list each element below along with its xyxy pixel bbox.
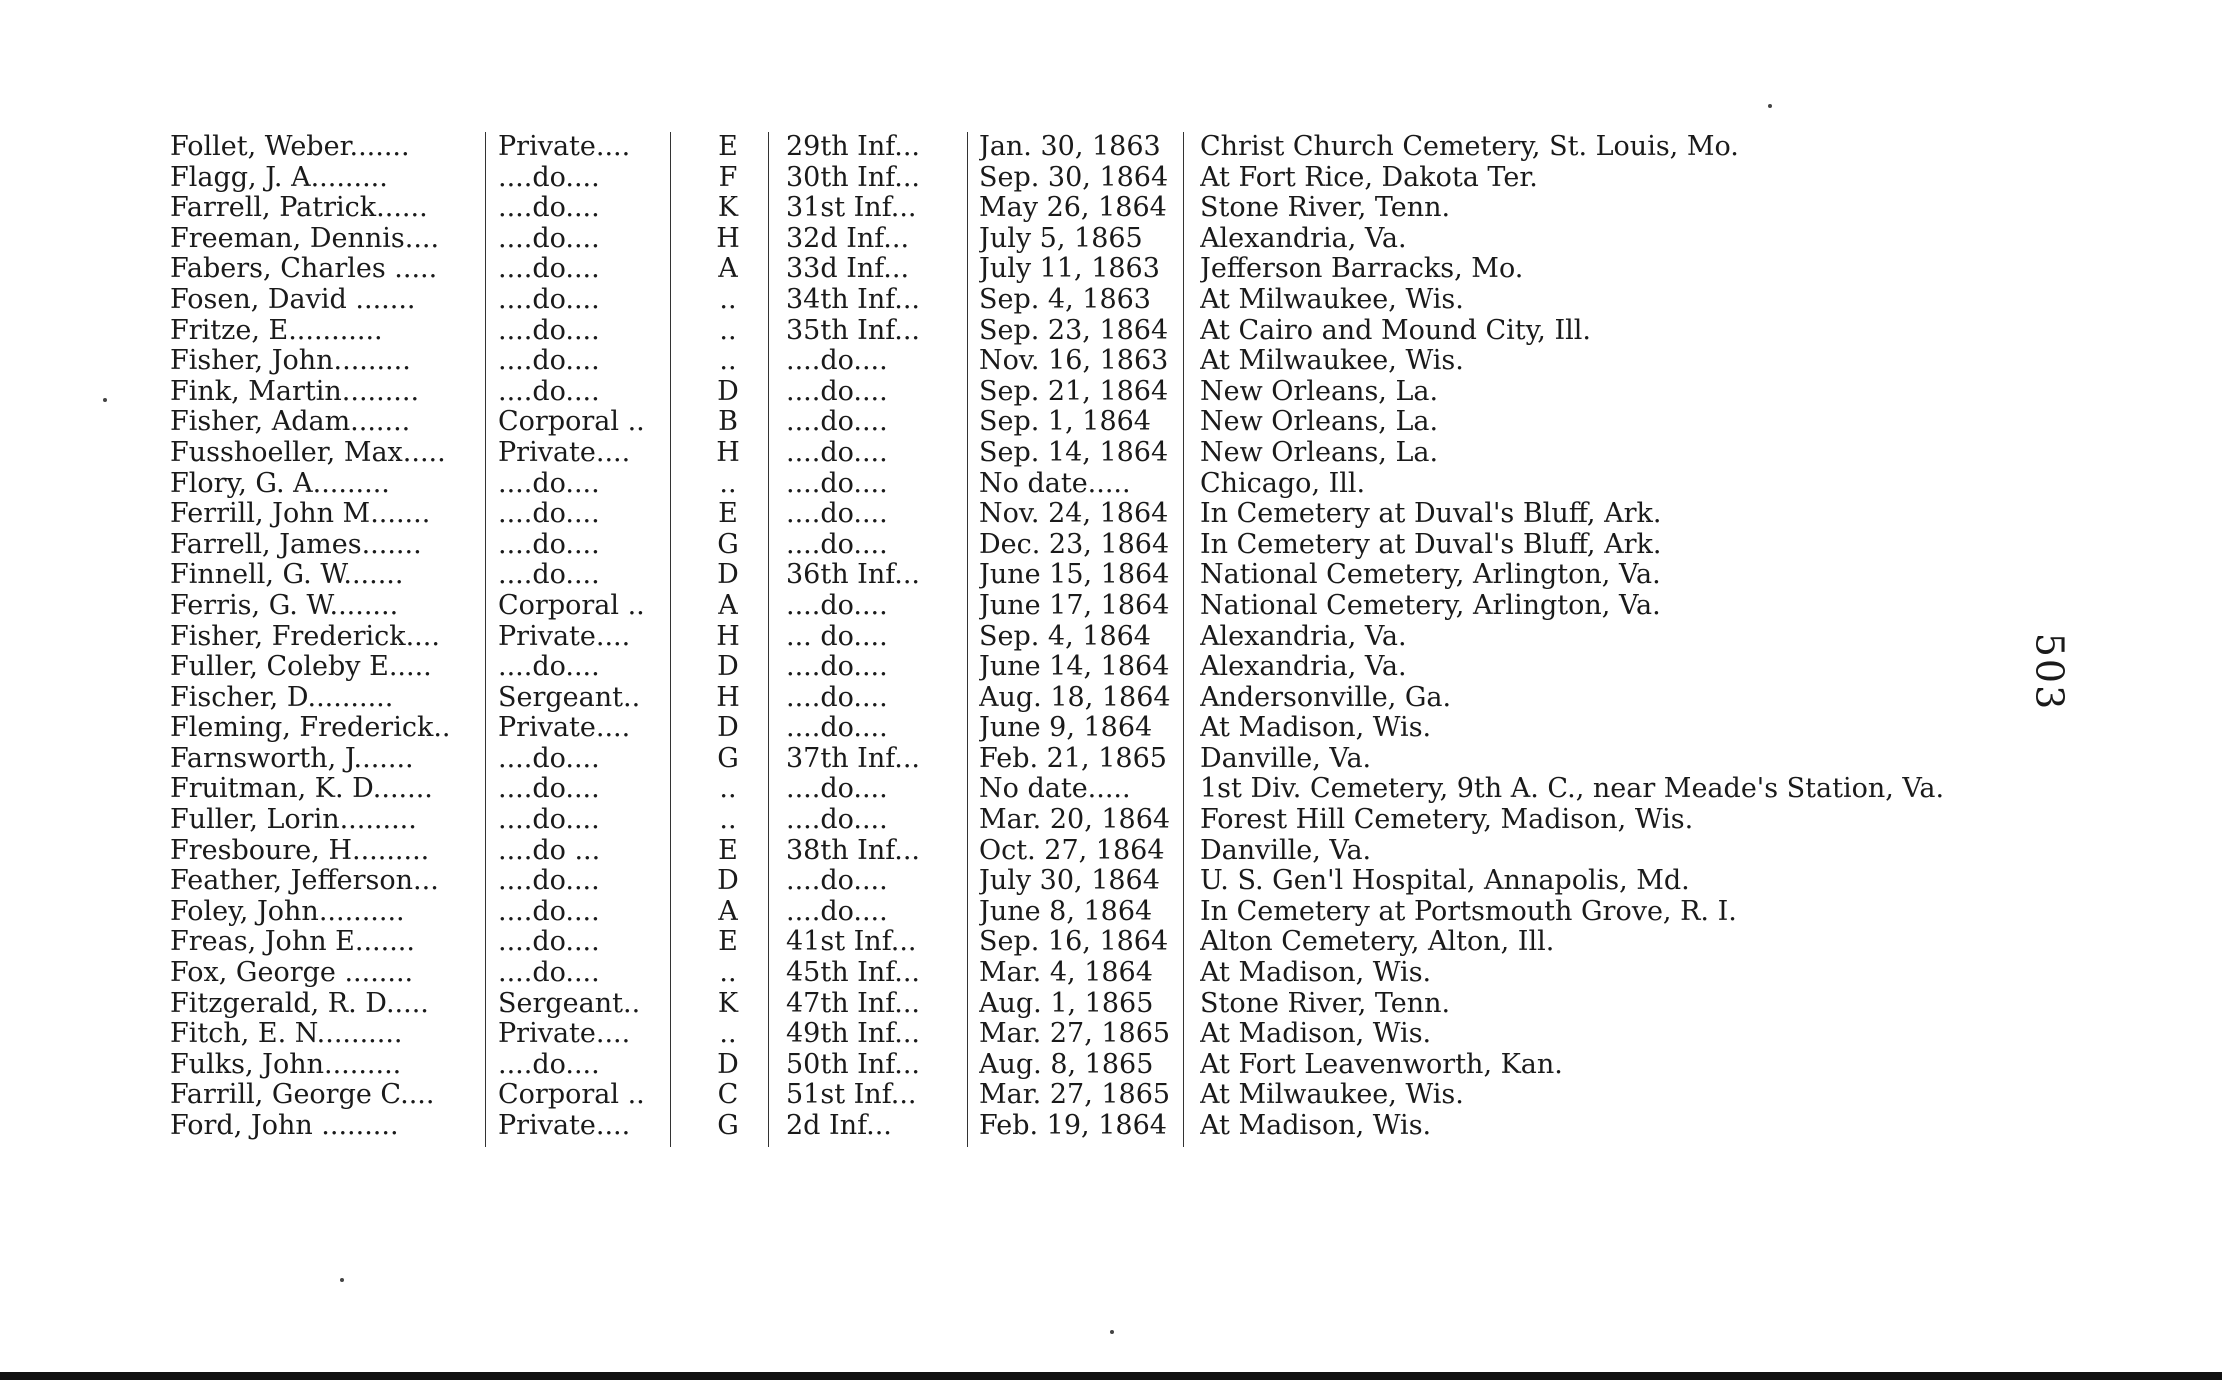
burial-place-cell: Jefferson Barracks, Mo. xyxy=(1200,254,1524,285)
regiment-cell: 31st Inf... xyxy=(786,193,917,224)
regiment-cell: 38th Inf... xyxy=(786,835,921,866)
company-cell: D xyxy=(717,652,739,683)
soldier-name-cell: Fisher, Adam....... xyxy=(170,407,411,438)
death-date-cell: Sep. 16, 1864 xyxy=(979,927,1169,958)
rank-cell: ....do.... xyxy=(498,193,600,224)
company-cell: G xyxy=(717,529,739,560)
death-date-cell: Sep. 30, 1864 xyxy=(979,162,1169,193)
regiment-cell: 34th Inf... xyxy=(786,284,921,315)
company-cell: D xyxy=(717,713,739,744)
rank-cell: ....do.... xyxy=(498,284,600,315)
rank-cell: ....do.... xyxy=(498,560,600,591)
table-row xyxy=(168,805,2068,836)
soldier-name-cell: Fresboure, H......... xyxy=(170,835,430,866)
rank-cell: Private.... xyxy=(498,1111,631,1141)
soldier-name-cell: Fosen, David ....... xyxy=(170,284,416,315)
burial-record-table xyxy=(168,132,2068,1142)
soldier-name-cell: Fabers, Charles ..... xyxy=(170,254,438,285)
regiment-cell: ....do.... xyxy=(786,407,888,438)
company-cell: E xyxy=(718,835,738,866)
rank-cell: Private.... xyxy=(498,713,631,744)
table-row xyxy=(168,530,2068,561)
company-cell: D xyxy=(717,866,739,897)
bottom-border xyxy=(0,1372,2222,1380)
death-date-cell: Sep. 4, 1864 xyxy=(979,621,1151,652)
table-row xyxy=(168,1080,2068,1111)
print-speck xyxy=(1768,104,1772,108)
rank-cell: ....do.... xyxy=(498,743,600,774)
burial-place-cell: At Fort Leavenworth, Kan. xyxy=(1200,1049,1563,1080)
death-date-cell: June 9, 1864 xyxy=(979,713,1153,744)
table-row xyxy=(168,683,2068,714)
soldier-name-cell: Fisher, Frederick.... xyxy=(170,621,440,652)
death-date-cell: Mar. 27, 1865 xyxy=(979,1080,1171,1111)
regiment-cell: ....do.... xyxy=(786,590,888,621)
regiment-cell: 30th Inf... xyxy=(786,162,921,193)
rank-cell: ....do.... xyxy=(498,805,600,836)
print-speck xyxy=(340,1278,344,1282)
rank-cell: Private.... xyxy=(498,1019,631,1050)
table-row xyxy=(168,316,2068,347)
company-cell: B xyxy=(718,407,738,438)
company-cell: H xyxy=(716,437,740,468)
company-cell: K xyxy=(717,988,739,1019)
table-row xyxy=(168,652,2068,683)
rank-cell: ....do.... xyxy=(498,254,600,285)
table-row xyxy=(168,346,2068,377)
regiment-cell: 35th Inf... xyxy=(786,315,921,346)
burial-place-cell: Danville, Va. xyxy=(1200,835,1372,866)
rank-cell: ....do.... xyxy=(498,866,600,897)
death-date-cell: Sep. 14, 1864 xyxy=(979,437,1169,468)
company-cell: E xyxy=(718,132,738,162)
soldier-name-cell: Fox, George ........ xyxy=(170,958,414,989)
regiment-cell: 37th Inf... xyxy=(786,743,921,774)
burial-place-cell: At Milwaukee, Wis. xyxy=(1200,1080,1464,1111)
regiment-cell: 33d Inf... xyxy=(786,254,910,285)
burial-place-cell: Alexandria, Va. xyxy=(1200,223,1407,254)
rank-cell: ....do.... xyxy=(498,346,600,377)
rank-cell: Sergeant.. xyxy=(498,988,641,1019)
table-row xyxy=(168,1050,2068,1081)
soldier-name-cell: Fleming, Frederick.. xyxy=(170,713,451,744)
soldier-name-cell: Fitzgerald, R. D..... xyxy=(170,988,429,1019)
death-date-cell: July 11, 1863 xyxy=(979,254,1160,285)
death-date-cell: June 8, 1864 xyxy=(979,896,1153,927)
regiment-cell: 51st Inf... xyxy=(786,1080,917,1111)
page-number: 503 xyxy=(2027,632,2072,712)
rank-cell: ....do.... xyxy=(498,896,600,927)
table-row xyxy=(168,224,2068,255)
company-cell: .. xyxy=(719,1019,737,1050)
soldier-name-cell: Fitch, E. N.......... xyxy=(170,1019,403,1050)
death-date-cell: Aug. 8, 1865 xyxy=(979,1049,1154,1080)
company-cell: .. xyxy=(719,284,737,315)
regiment-cell: ....do.... xyxy=(786,499,888,530)
death-date-cell: June 15, 1864 xyxy=(979,560,1170,591)
burial-place-cell: At Madison, Wis. xyxy=(1200,713,1432,744)
company-cell: .. xyxy=(719,805,737,836)
rank-cell: Private.... xyxy=(498,437,631,468)
soldier-name-cell: Fink, Martin......... xyxy=(170,376,420,407)
rank-cell: Sergeant.. xyxy=(498,682,641,713)
print-speck xyxy=(1110,1330,1114,1334)
death-date-cell: Sep. 4, 1863 xyxy=(979,284,1151,315)
regiment-cell: ....do.... xyxy=(786,896,888,927)
death-date-cell: No date..... xyxy=(979,468,1131,499)
burial-place-cell: At Fort Rice, Dakota Ter. xyxy=(1200,162,1538,193)
death-date-cell: Feb. 21, 1865 xyxy=(979,743,1167,774)
regiment-cell: ....do.... xyxy=(786,866,888,897)
rank-cell: ....do.... xyxy=(498,376,600,407)
regiment-cell: 47th Inf... xyxy=(786,988,921,1019)
burial-place-cell: Stone River, Tenn. xyxy=(1200,988,1451,1019)
death-date-cell: Mar. 4, 1864 xyxy=(979,958,1153,989)
table-row xyxy=(168,132,2068,163)
soldier-name-cell: Flory, G. A......... xyxy=(170,468,390,499)
burial-place-cell: New Orleans, La. xyxy=(1200,407,1439,438)
company-cell: .. xyxy=(719,774,737,805)
company-cell: F xyxy=(718,162,738,193)
company-cell: G xyxy=(717,1111,739,1141)
rank-cell: Corporal .. xyxy=(498,407,645,438)
table-row xyxy=(168,285,2068,316)
rank-cell: Corporal .. xyxy=(498,590,645,621)
company-cell: .. xyxy=(719,315,737,346)
soldier-name-cell: Freas, John E....... xyxy=(170,927,415,958)
soldier-name-cell: Fischer, D.......... xyxy=(170,682,394,713)
death-date-cell: Nov. 16, 1863 xyxy=(979,346,1169,377)
company-cell: C xyxy=(717,1080,739,1111)
regiment-cell: ....do.... xyxy=(786,468,888,499)
soldier-name-cell: Fisher, John......... xyxy=(170,346,411,377)
table-row xyxy=(168,254,2068,285)
soldier-name-cell: Feather, Jefferson... xyxy=(170,866,439,897)
burial-place-cell: 1st Div. Cemetery, 9th A. C., near Meade's Station, Va. xyxy=(1200,774,1945,805)
soldier-name-cell: Ferris, G. W........ xyxy=(170,590,399,621)
burial-place-cell: National Cemetery, Arlington, Va. xyxy=(1200,590,1661,621)
table-row xyxy=(168,163,2068,194)
company-cell: D xyxy=(717,1049,739,1080)
soldier-name-cell: Ferrill, John M....... xyxy=(170,499,431,530)
rank-cell: ....do.... xyxy=(498,223,600,254)
burial-place-cell: Stone River, Tenn. xyxy=(1200,193,1451,224)
death-date-cell: Jan. 30, 1863 xyxy=(979,132,1161,162)
regiment-cell: ....do.... xyxy=(786,437,888,468)
rank-cell: Private.... xyxy=(498,132,631,162)
rank-cell: ....do.... xyxy=(498,468,600,499)
regiment-cell: ....do.... xyxy=(786,652,888,683)
death-date-cell: June 14, 1864 xyxy=(979,652,1170,683)
table-row xyxy=(168,744,2068,775)
burial-place-cell: New Orleans, La. xyxy=(1200,376,1439,407)
rank-cell: ....do ... xyxy=(498,835,601,866)
regiment-cell: ....do.... xyxy=(786,682,888,713)
print-speck xyxy=(103,398,107,402)
soldier-name-cell: Fruitman, K. D....... xyxy=(170,774,433,805)
death-date-cell: Aug. 18, 1864 xyxy=(979,682,1171,713)
death-date-cell: June 17, 1864 xyxy=(979,590,1170,621)
burial-place-cell: Alton Cemetery, Alton, Ill. xyxy=(1200,927,1555,958)
burial-place-cell: Christ Church Cemetery, St. Louis, Mo. xyxy=(1200,132,1739,162)
death-date-cell: No date..... xyxy=(979,774,1131,805)
rank-cell: ....do.... xyxy=(498,315,600,346)
company-cell: H xyxy=(716,223,740,254)
rank-cell: ....do.... xyxy=(498,499,600,530)
regiment-cell: ....do.... xyxy=(786,376,888,407)
burial-place-cell: U. S. Gen'l Hospital, Annapolis, Md. xyxy=(1200,866,1690,897)
burial-place-cell: In Cemetery at Duval's Bluff, Ark. xyxy=(1200,529,1662,560)
death-date-cell: Mar. 27, 1865 xyxy=(979,1019,1171,1050)
soldier-name-cell: Fusshoeller, Max..... xyxy=(170,437,446,468)
soldier-name-cell: Freeman, Dennis.... xyxy=(170,223,440,254)
burial-place-cell: In Cemetery at Duval's Bluff, Ark. xyxy=(1200,499,1662,530)
death-date-cell: Mar. 20, 1864 xyxy=(979,805,1171,836)
regiment-cell: 45th Inf... xyxy=(786,958,921,989)
table-row xyxy=(168,927,2068,958)
burial-place-cell: Chicago, Ill. xyxy=(1200,468,1366,499)
burial-place-cell: Danville, Va. xyxy=(1200,743,1372,774)
soldier-name-cell: Flagg, J. A......... xyxy=(170,162,388,193)
table-row xyxy=(168,407,2068,438)
company-cell: A xyxy=(718,254,738,285)
company-cell: D xyxy=(717,560,739,591)
regiment-cell: 50th Inf... xyxy=(786,1049,921,1080)
company-cell: E xyxy=(718,499,738,530)
regiment-cell: 29th Inf... xyxy=(786,132,921,162)
soldier-name-cell: Follet, Weber....... xyxy=(170,132,410,162)
rank-cell: Corporal .. xyxy=(498,1080,645,1111)
company-cell: E xyxy=(718,927,738,958)
regiment-cell: ....do.... xyxy=(786,774,888,805)
company-cell: H xyxy=(716,621,740,652)
death-date-cell: Nov. 24, 1864 xyxy=(979,499,1169,530)
death-date-cell: May 26, 1864 xyxy=(979,193,1167,224)
regiment-cell: ....do.... xyxy=(786,713,888,744)
burial-place-cell: National Cemetery, Arlington, Va. xyxy=(1200,560,1661,591)
table-row xyxy=(168,897,2068,928)
table-row xyxy=(168,560,2068,591)
burial-place-cell: In Cemetery at Portsmouth Grove, R. I. xyxy=(1200,896,1737,927)
table-row xyxy=(168,713,2068,744)
table-row xyxy=(168,1111,2068,1142)
soldier-name-cell: Fuller, Coleby E..... xyxy=(170,652,432,683)
death-date-cell: July 5, 1865 xyxy=(979,223,1143,254)
soldier-name-cell: Ford, John ......... xyxy=(170,1111,399,1141)
rank-cell: ....do.... xyxy=(498,958,600,989)
company-cell: A xyxy=(718,590,738,621)
table-row xyxy=(168,866,2068,897)
burial-place-cell: At Cairo and Mound City, Ill. xyxy=(1200,315,1591,346)
death-date-cell: Aug. 1, 1865 xyxy=(979,988,1154,1019)
company-cell: .. xyxy=(719,468,737,499)
burial-place-cell: At Madison, Wis. xyxy=(1200,958,1432,989)
soldier-name-cell: Farrell, James....... xyxy=(170,529,422,560)
death-date-cell: Sep. 23, 1864 xyxy=(979,315,1169,346)
table-row xyxy=(168,499,2068,530)
rank-cell: ....do.... xyxy=(498,774,600,805)
company-cell: H xyxy=(716,682,740,713)
death-date-cell: Dec. 23, 1864 xyxy=(979,529,1170,560)
soldier-name-cell: Farrill, George C.... xyxy=(170,1080,435,1111)
table-row xyxy=(168,836,2068,867)
company-cell: A xyxy=(718,896,738,927)
rank-cell: ....do.... xyxy=(498,162,600,193)
soldier-name-cell: Farnsworth, J....... xyxy=(170,743,414,774)
table-row xyxy=(168,193,2068,224)
burial-place-cell: Andersonville, Ga. xyxy=(1200,682,1452,713)
rank-cell: ....do.... xyxy=(498,529,600,560)
death-date-cell: July 30, 1864 xyxy=(979,866,1160,897)
soldier-name-cell: Foley, John.......... xyxy=(170,896,405,927)
burial-place-cell: At Madison, Wis. xyxy=(1200,1019,1432,1050)
regiment-cell: ....do.... xyxy=(786,346,888,377)
rank-cell: ....do.... xyxy=(498,1049,600,1080)
regiment-cell: 49th Inf... xyxy=(786,1019,921,1050)
burial-place-cell: Alexandria, Va. xyxy=(1200,652,1407,683)
table-row xyxy=(168,591,2068,622)
regiment-cell: 32d Inf... xyxy=(786,223,910,254)
burial-place-cell: At Milwaukee, Wis. xyxy=(1200,346,1464,377)
table-row xyxy=(168,1019,2068,1050)
death-date-cell: Sep. 1, 1864 xyxy=(979,407,1151,438)
company-cell: .. xyxy=(719,958,737,989)
regiment-cell: 41st Inf... xyxy=(786,927,917,958)
regiment-cell: ....do.... xyxy=(786,529,888,560)
regiment-cell: 2d Inf... xyxy=(786,1111,892,1141)
table-row xyxy=(168,438,2068,469)
rank-cell: ....do.... xyxy=(498,652,600,683)
soldier-name-cell: Farrell, Patrick...... xyxy=(170,193,428,224)
burial-place-cell: At Madison, Wis. xyxy=(1200,1111,1432,1141)
table-row xyxy=(168,469,2068,500)
company-cell: G xyxy=(717,743,739,774)
soldier-name-cell: Finnell, G. W....... xyxy=(170,560,404,591)
regiment-cell: 36th Inf... xyxy=(786,560,921,591)
burial-place-cell: Forest Hill Cemetery, Madison, Wis. xyxy=(1200,805,1694,836)
rank-cell: Private.... xyxy=(498,621,631,652)
table-row xyxy=(168,774,2068,805)
death-date-cell: Feb. 19, 1864 xyxy=(979,1111,1167,1141)
company-cell: .. xyxy=(719,346,737,377)
table-row xyxy=(168,622,2068,653)
soldier-name-cell: Fuller, Lorin......... xyxy=(170,805,417,836)
death-date-cell: Oct. 27, 1864 xyxy=(979,835,1165,866)
table-row xyxy=(168,377,2068,408)
company-cell: D xyxy=(717,376,739,407)
soldier-name-cell: Fulks, John......... xyxy=(170,1049,402,1080)
burial-place-cell: Alexandria, Va. xyxy=(1200,621,1407,652)
regiment-cell: ....do.... xyxy=(786,805,888,836)
company-cell: K xyxy=(717,193,739,224)
soldier-name-cell: Fritze, E........... xyxy=(170,315,383,346)
table-row xyxy=(168,989,2068,1020)
burial-place-cell: At Milwaukee, Wis. xyxy=(1200,284,1464,315)
regiment-cell: ... do.... xyxy=(786,621,888,652)
death-date-cell: Sep. 21, 1864 xyxy=(979,376,1169,407)
burial-place-cell: New Orleans, La. xyxy=(1200,437,1439,468)
rank-cell: ....do.... xyxy=(498,927,600,958)
table-row xyxy=(168,958,2068,989)
